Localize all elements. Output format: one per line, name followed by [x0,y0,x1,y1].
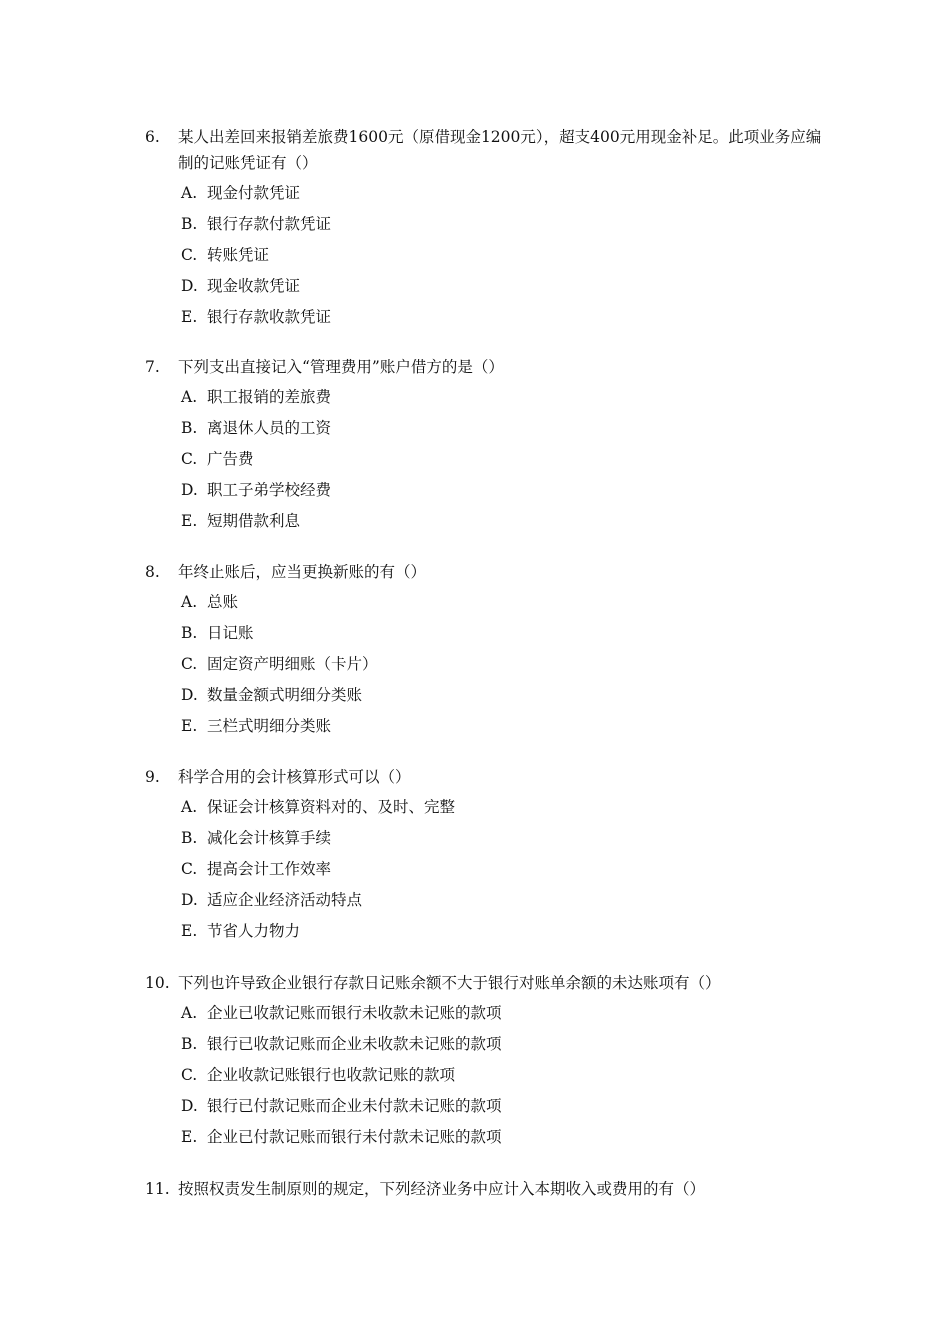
option-text: 保证会计核算资料对的、及时、完整 [207,798,456,816]
question-number: 6. [145,128,160,146]
option-list [145,792,835,947]
option-text: 企业已收款记账而银行未收款未记账的款项 [207,1004,502,1022]
question-text: 按照权责发生制原则的规定，下列经济业务中应计入本期收入或费用的有（） [178,1180,706,1198]
option-text: 日记账 [207,624,254,642]
question-number: 8. [145,563,160,581]
option-text: 现金付款凭证 [207,184,301,202]
option-text: 现金收款凭证 [207,277,301,295]
question-number: 9. [145,768,160,786]
option-letter: E. [181,1128,198,1146]
question-10 [145,970,835,1153]
option-text: 总账 [207,593,239,611]
question-text: 科学合用的会计核算形式可以（） [178,768,411,786]
option-letter: A. [181,798,198,816]
option-letter: A. [181,184,198,202]
option-text: 提高会计工作效率 [207,860,332,878]
option-letter: C. [181,1066,198,1084]
option-letter: A. [181,593,198,611]
option-list [145,178,835,333]
question-text: 下列支出直接记入“管理费用”账户借方的是（） [178,358,504,376]
option-text: 适应企业经济活动特点 [207,891,363,909]
option-e [145,506,835,537]
option-d [145,1091,835,1122]
option-letter: C. [181,246,198,264]
option-letter: E. [181,308,198,326]
option-b [145,209,835,240]
option-text: 银行存款付款凭证 [207,215,332,233]
question-9 [145,764,835,947]
option-c [145,649,835,680]
question-number: 10. [145,974,170,992]
question-text: 某人出差回来报销差旅费1600元（原借现金1200元），超支400元用现金补足。此项业务应编制的记账凭证有（） [178,128,822,172]
question-stem [145,124,835,176]
option-a [145,587,835,618]
option-letter: A. [181,388,198,406]
option-letter: E. [181,717,198,735]
option-c [145,240,835,271]
question-number: 11. [145,1180,170,1198]
option-letter: D. [181,1097,198,1115]
option-letter: B. [181,624,198,642]
option-b [145,618,835,649]
option-text: 企业收款记账银行也收款记账的款项 [207,1066,456,1084]
option-text: 短期借款利息 [207,512,301,530]
option-letter: A. [181,1004,198,1022]
option-b [145,823,835,854]
option-d [145,271,835,302]
option-e [145,1122,835,1153]
option-c [145,444,835,475]
question-stem [145,354,835,380]
option-letter: D. [181,277,198,295]
option-letter: E. [181,922,198,940]
option-text: 广告费 [207,450,254,468]
option-text: 银行存款收款凭证 [207,308,332,326]
option-text: 企业已付款记账而银行未付款未记账的款项 [207,1128,502,1146]
question-number: 7. [145,358,160,376]
option-text: 固定资产明细账（卡片） [207,655,378,673]
option-letter: B. [181,829,198,847]
option-e [145,302,835,333]
question-stem [145,764,835,790]
option-text: 职工报销的差旅费 [207,388,332,406]
option-d [145,885,835,916]
option-list [145,998,835,1153]
option-letter: D. [181,481,198,499]
question-text: 年终止账后，应当更换新账的有（） [178,563,427,581]
option-e [145,711,835,742]
option-a [145,998,835,1029]
question-11 [145,1176,835,1202]
option-c [145,854,835,885]
question-text: 下列也许导致企业银行存款日记账余额不大于银行对账单余额的未达账项有（） [178,974,721,992]
option-c [145,1060,835,1091]
option-list [145,587,835,742]
option-d [145,475,835,506]
option-text: 职工子弟学校经费 [207,481,332,499]
option-text: 节省人力物力 [207,922,301,940]
option-a [145,178,835,209]
option-text: 三栏式明细分类账 [207,717,332,735]
option-text: 银行已付款记账而企业未付款未记账的款项 [207,1097,502,1115]
option-b [145,413,835,444]
option-b [145,1029,835,1060]
question-8 [145,559,835,742]
option-letter: D. [181,891,198,909]
option-letter: D. [181,686,198,704]
option-letter: C. [181,450,198,468]
option-letter: E. [181,512,198,530]
question-6 [145,124,835,333]
option-text: 离退休人员的工资 [207,419,332,437]
option-d [145,680,835,711]
option-letter: C. [181,860,198,878]
option-a [145,792,835,823]
option-text: 减化会计核算手续 [207,829,332,847]
question-stem [145,970,835,996]
option-text: 转账凭证 [207,246,270,264]
question-7 [145,354,835,537]
option-letter: B. [181,1035,198,1053]
option-list [145,382,835,537]
option-text: 数量金额式明细分类账 [207,686,363,704]
option-e [145,916,835,947]
option-letter: B. [181,215,198,233]
question-stem [145,559,835,585]
question-stem [145,1176,835,1202]
option-letter: B. [181,419,198,437]
option-a [145,382,835,413]
option-text: 银行已收款记账而企业未收款未记账的款项 [207,1035,502,1053]
option-letter: C. [181,655,198,673]
